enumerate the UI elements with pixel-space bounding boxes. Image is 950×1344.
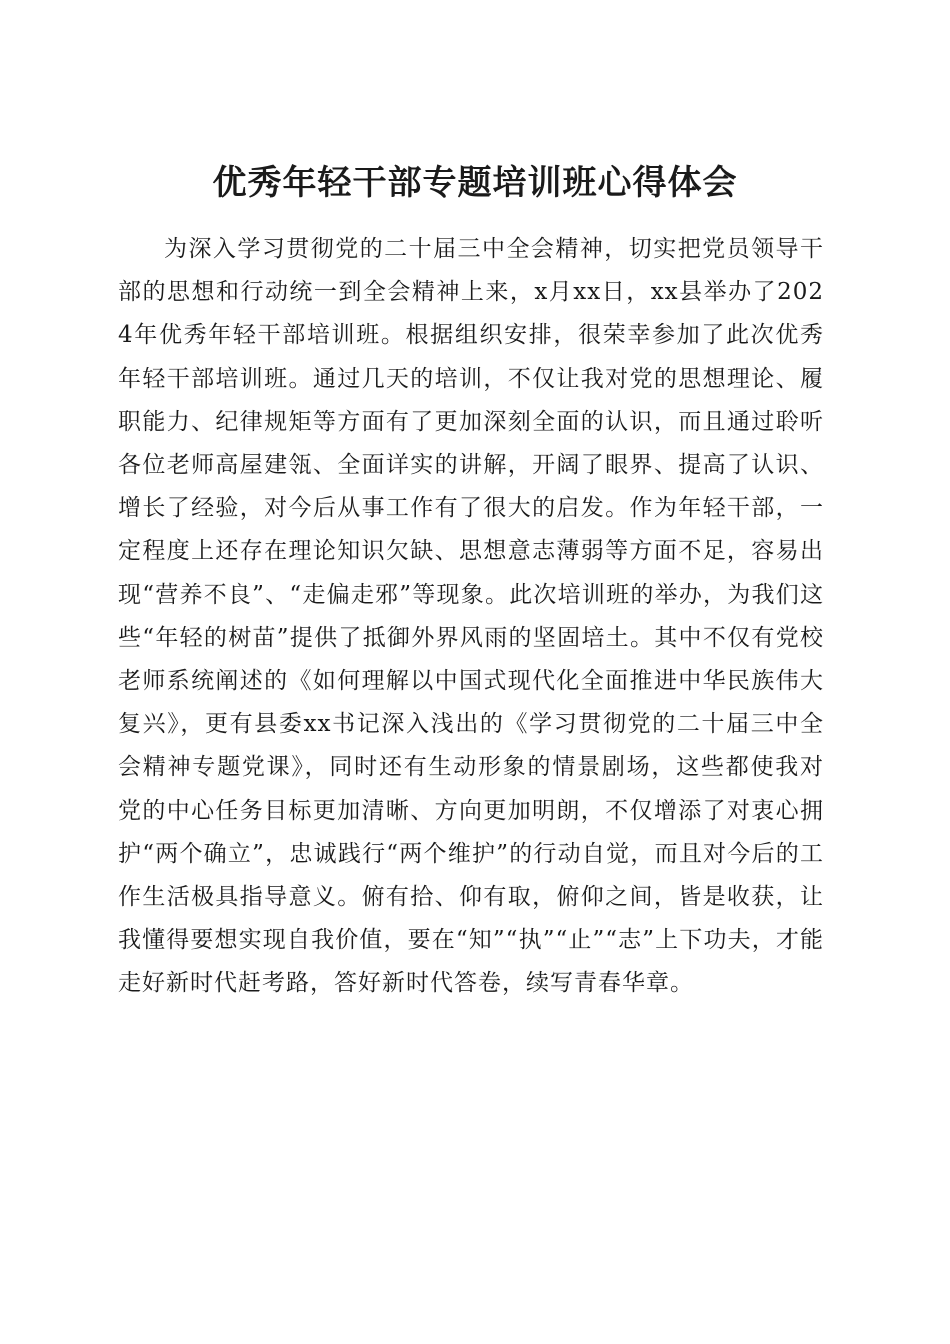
body-paragraph: 为深入学习贯彻党的二十届三中全会精神，切实把党员领导干部的思想和行动统一到全会精神上来，x月xx日，xx县举办了2024年优秀年轻干部培训班。根据组织安排，很荣幸参加了此次优秀年轻干部培训班。通过几天的培训，不仅让我对党的思想理论、履职能力、纪律规矩等方面有了更加深刻全面的认识，而且通过聆听各位老师高屋建瓴、全面详实的讲解，开阔了眼界、提高了认识、增长了经验，对今后从事工作有了很大的启发。作为年轻干部，一定程度上还存在理论知识欠缺、思想意志薄弱等方面不足，容易出现“营养不良”、“走偏走邪”等现象。此次培训班的举办，为我们这些“年轻的树苗”提供了抵御外界风雨的坚固培土。其中不仅有党校老师系统阐述的《如何理解以中国式现代化全面推进中华民族伟大复兴》，更有县委xx书记深入浅出的《学习贯彻党的二十届三中全会精神专题党课》，同时还有生动形象的情景剧场，这些都使我对党的中心任务目标更加清晰、方向更加明朗，不仅增添了对衷心拥护“两个确立”，忠诚践行“两个维护”的行动自觉，而且对今后的工作生活极具指导意义。俯有拾、仰有取，俯仰之间，皆是收获，让我懂得要想实现自我价值，要在“知”“执”“止”“志”上下功夫，才能走好新时代赶考路，答好新时代答卷，续写青春华章。 <box>118 236 824 997</box>
document-title: 优秀年轻干部专题培训班心得体会 <box>212 162 738 203</box>
